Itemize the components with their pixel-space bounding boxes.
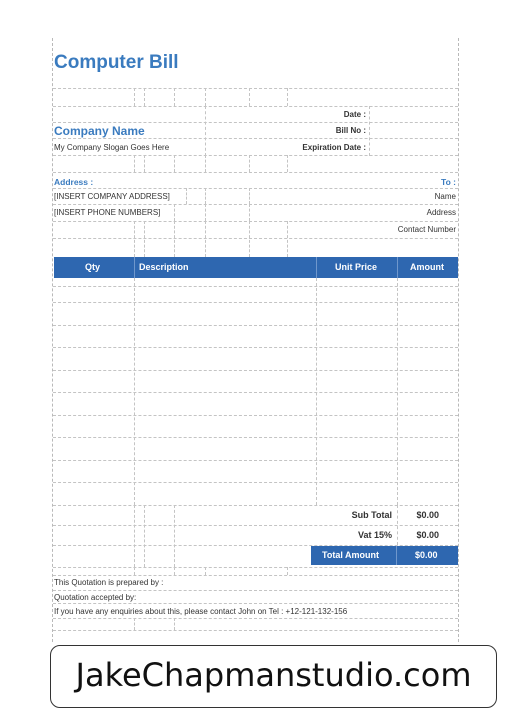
column-header-unit-price: Unit Price <box>335 262 378 272</box>
prepared-by-text: This Quotation is prepared by : <box>54 578 164 587</box>
company-slogan: My Company Slogan Goes Here <box>54 143 170 152</box>
total-amount-label: Total Amount <box>322 550 379 560</box>
recipient-address: Address <box>426 208 456 217</box>
vat-label: Vat 15% <box>357 530 392 540</box>
watermark-text: JakeChapmanstudio.com <box>75 656 472 694</box>
recipient-name: Name <box>434 192 456 201</box>
vat-value: $0.00 <box>416 530 439 540</box>
column-header-amount: Amount <box>410 262 444 272</box>
column-header-qty: Qty <box>85 262 101 272</box>
column-header-description: Description <box>139 262 189 272</box>
phone-numbers: [INSERT PHONE NUMBERS] <box>54 208 161 217</box>
items-table-header <box>54 257 458 278</box>
date-label: Date : <box>343 110 366 119</box>
bill-sheet <box>52 38 459 642</box>
enquiries-text: If you have any enquiries about this, please contact John on Tel : +12-121-132-156 <box>54 607 348 616</box>
company-name: Company Name <box>54 124 145 138</box>
total-amount-value: $0.00 <box>415 550 438 560</box>
accepted-by-text: Quotation accepted by: <box>54 593 137 602</box>
subtotal-label: Sub Total <box>351 510 392 520</box>
watermark-banner <box>50 645 497 708</box>
address-label: Address : <box>54 177 94 187</box>
company-address: [INSERT COMPANY ADDRESS] <box>54 192 170 201</box>
subtotal-value: $0.00 <box>416 510 439 520</box>
total-amount-bar <box>311 546 458 565</box>
bill-title: Computer Bill <box>54 52 179 73</box>
recipient-contact: Contact Number <box>397 225 456 234</box>
expiration-date-label: Expiration Date : <box>302 143 366 152</box>
to-label: To : <box>441 177 456 187</box>
bill-no-label: Bill No : <box>335 126 366 135</box>
